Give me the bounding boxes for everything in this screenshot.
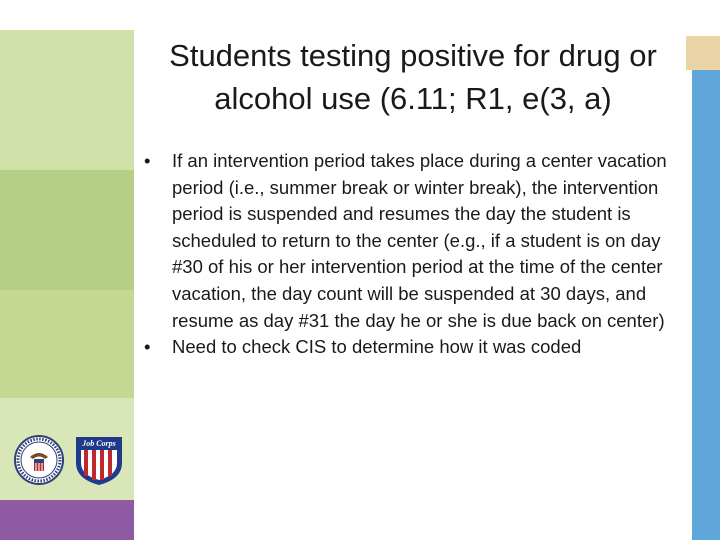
bullet-text: If an intervention period takes place during a center vacation period (i.e., summer break or winter break), the intervention period is suspended and resumes the day the student is scheduled to return to the center (e.g., if a student is on day #30 of his or her intervention period at the time of the center vacation, the day count will be suspended at 30 days, and resume as day #31 the day he or she is due back on center) xyxy=(172,150,667,331)
left-band-2 xyxy=(0,170,134,290)
bullet-list xyxy=(140,148,688,361)
bullet-item xyxy=(140,148,688,334)
department-seal-icon xyxy=(14,435,64,485)
right-band-blue xyxy=(686,70,720,540)
job-corps-shield-icon xyxy=(72,433,126,487)
slide-title: Students testing positive for drug or alcohol use (6.11; R1, e(3, a) xyxy=(169,38,657,116)
left-band-1 xyxy=(0,30,134,170)
right-band-tan xyxy=(686,36,720,70)
bullet-item xyxy=(140,334,688,361)
left-band-3 xyxy=(0,290,134,398)
right-decor-bar xyxy=(686,0,720,540)
left-band-purple xyxy=(0,500,134,540)
left-decor-bar xyxy=(0,0,134,540)
bullet-text: Need to check CIS to determine how it was coded xyxy=(172,336,582,358)
bullet-marker: • xyxy=(144,336,151,358)
bullet-marker: • xyxy=(144,150,151,171)
left-band-top xyxy=(0,0,134,30)
logo-group xyxy=(12,432,124,488)
right-band-top xyxy=(686,0,720,36)
job-corps-text: Job Corps xyxy=(82,439,116,448)
